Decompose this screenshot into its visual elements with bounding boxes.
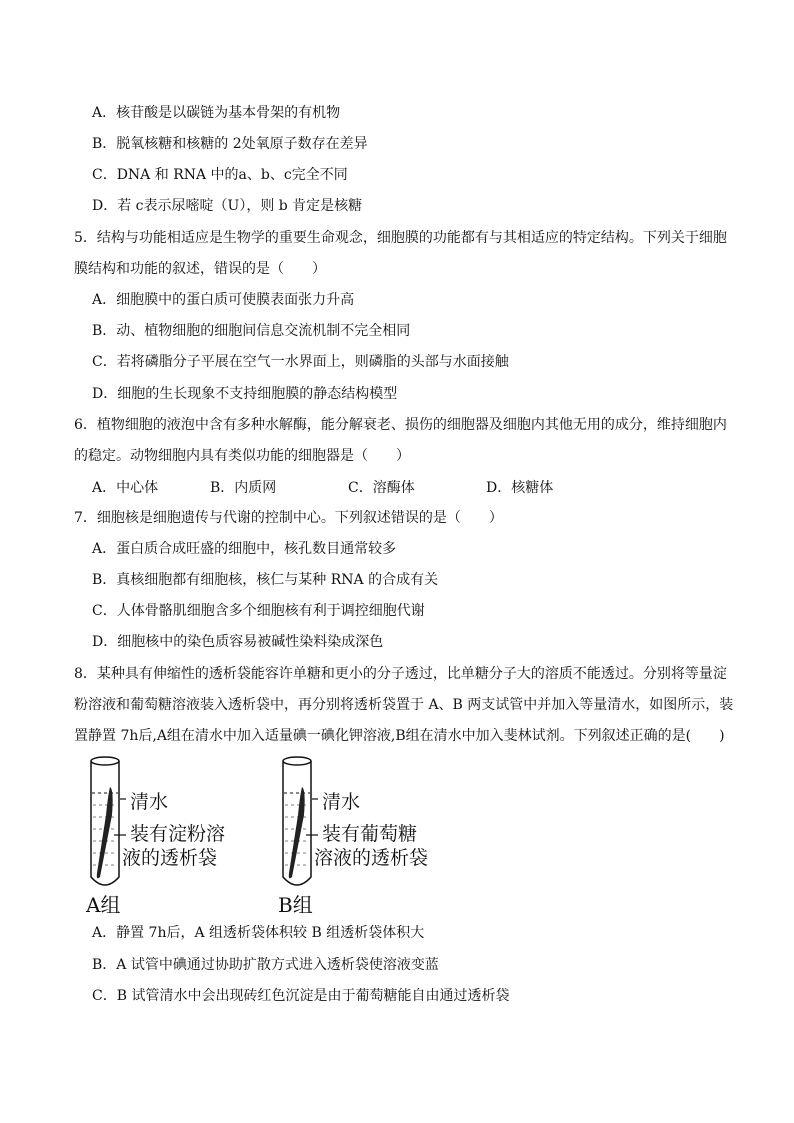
q8-figure bbox=[80, 755, 460, 915]
q5-option-d: D．细胞的生长现象不支持细胞膜的静态结构模型 bbox=[92, 386, 398, 402]
dialysis-bag-b bbox=[289, 787, 305, 878]
q8-stem-line3: 置静置 7h后,A组在清水中加入适量碘一碘化钾溶液,B组在清水中加入斐林试剂。下列叙述正确的是( ) bbox=[74, 728, 725, 744]
tube-a-bag-label-line1: 装有淀粉溶 bbox=[130, 823, 226, 845]
q4-option-c: C．DNA 和 RNA 中的a、b、c完全不同 bbox=[92, 167, 348, 183]
q8-stem-line2: 粉溶液和葡萄糖溶液装入透析袋中，再分别将透析袋置于 A、B 两支试管中并加入等量清水，如图所示，装 bbox=[74, 697, 734, 713]
q4-option-d: D．若 c表示尿嘧啶（U），则 b 肯定是核糖 bbox=[92, 198, 363, 214]
q6-stem-line1: 6．植物细胞的液泡中含有多种水解酶，能分解衰老、损伤的细胞器及细胞内其他无用的成分，维持细胞内 bbox=[74, 417, 727, 433]
q6-option-c: C．溶酶体 bbox=[348, 480, 415, 496]
q5-stem-line1: 5．结构与功能相适应是生物学的重要生命观念，细胞膜的功能都有与其相适应的特定结构。下列关于细胞 bbox=[74, 230, 727, 246]
test-tube-b bbox=[283, 757, 318, 885]
q4-option-a: A．核苷酸是以碳链为基本骨架的有机物 bbox=[92, 105, 341, 121]
tube-b-bag-label-line1: 装有葡萄糖 bbox=[322, 823, 418, 845]
tube-a-water-label: 清水 bbox=[130, 791, 169, 813]
q8-stem-line1: 8．某种具有伸缩性的透析袋能容许单糖和更小的分子透过，比单糖分子大的溶质不能透过。分别将等量淀 bbox=[74, 666, 727, 682]
q5-option-b: B．动、植物细胞的细胞间信息交流机制不完全相同 bbox=[92, 323, 411, 339]
tube-b-water-label: 清水 bbox=[322, 791, 361, 813]
q4-option-b: B．脱氧核糖和核糖的 2处氧原子数存在差异 bbox=[92, 136, 368, 152]
tube-a-bag-label-line2: 液的透析袋 bbox=[122, 847, 218, 869]
tube-b-bag-label-line2: 溶液的透析袋 bbox=[314, 847, 429, 869]
q6-option-b: B．内质网 bbox=[210, 480, 277, 496]
group-b-label: B组 bbox=[278, 893, 313, 917]
dialysis-bag-a bbox=[97, 787, 113, 878]
q8-option-c: C．B 试管清水中会出现砖红色沉淀是由于葡萄糖能自由通过透析袋 bbox=[92, 988, 510, 1004]
q7-option-d: D．细胞核中的染色质容易被碱性染料染成深色 bbox=[92, 634, 384, 650]
q5-option-c: C．若将磷脂分子平展在空气一水界面上，则磷脂的头部与水面接触 bbox=[92, 354, 509, 370]
q7-option-c: C．人体骨骼肌细胞含多个细胞核有利于调控细胞代谢 bbox=[92, 603, 425, 619]
test-tube-a bbox=[91, 757, 126, 885]
q6-option-a: A．中心体 bbox=[92, 480, 159, 496]
q8-option-b: B．A 试管中碘通过协助扩散方式进入透析袋使溶液变蓝 bbox=[92, 957, 439, 973]
group-a-label: A组 bbox=[86, 893, 121, 917]
q7-option-b: B．真核细胞都有细胞核，核仁与某种 RNA 的合成有关 bbox=[92, 572, 439, 588]
q6-stem-line2: 的稳定。动物细胞内具有类似功能的细胞器是（ ） bbox=[74, 448, 410, 464]
q5-stem-line2: 膜结构和功能的叙述，错误的是（ ） bbox=[74, 261, 326, 277]
q6-option-d: D．核糖体 bbox=[486, 480, 554, 496]
q7-option-a: A．蛋白质合成旺盛的细胞中，核孔数目通常较多 bbox=[92, 541, 397, 557]
q5-option-a: A．细胞膜中的蛋白质可使膜表面张力升高 bbox=[92, 292, 355, 308]
q8-option-a: A．静置 7h后，A 组透析袋体积较 B 组透析袋体积大 bbox=[92, 925, 425, 941]
q7-stem: 7．细胞核是细胞遗传与代谢的控制中心。下列叙述错误的是（ ） bbox=[74, 510, 503, 526]
